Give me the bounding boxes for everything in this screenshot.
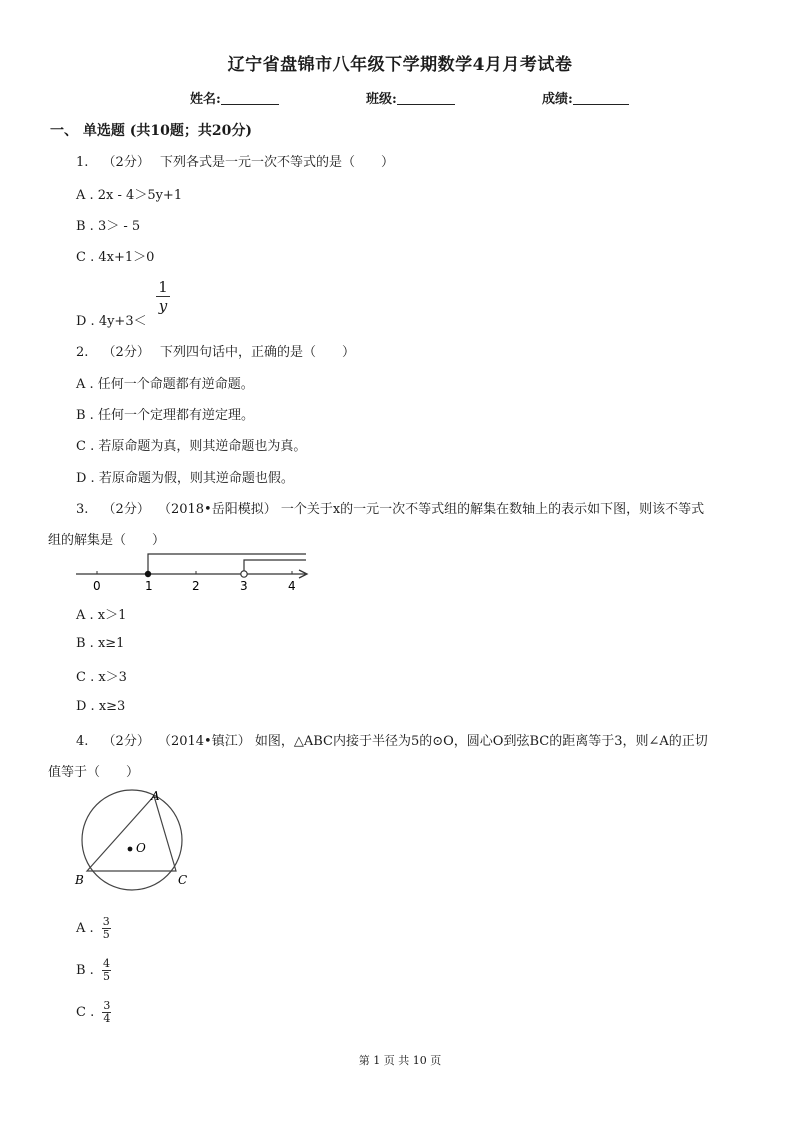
center-point <box>128 847 133 852</box>
score-field <box>542 88 629 107</box>
q3-option-c[interactable]: C . x＞3 <box>76 670 127 685</box>
fraction-numerator: 3 <box>103 999 111 1012</box>
question-number: 3. <box>76 502 89 517</box>
section-heading: 一、 单选题 (共10题；共20分) <box>50 123 252 139</box>
option-fraction <box>102 916 111 941</box>
class-label: 班级: <box>366 92 397 107</box>
question-score: （2分） <box>102 502 150 517</box>
solid-point-1 <box>145 571 151 577</box>
q2-option-d[interactable]: D . 若原命题为假，则其逆命题也假。 <box>76 471 294 486</box>
q1-option-b[interactable]: B . 3＞ - 5 <box>76 219 141 234</box>
question-3 <box>76 498 704 517</box>
label-b: B <box>75 873 84 887</box>
question-score: （2分） <box>102 734 150 749</box>
q3-option-d[interactable]: D . x≥3 <box>76 699 126 714</box>
label-o: O <box>136 841 146 855</box>
number-line-figure <box>70 548 320 596</box>
axis-label-2: 2 <box>192 579 200 593</box>
question-text-line2: 组的解集是（ ） <box>48 533 166 548</box>
hollow-point-3 <box>241 571 247 577</box>
q4-option-c[interactable] <box>76 1000 111 1025</box>
axis-label-4: 4 <box>288 579 296 593</box>
score-label: 成绩: <box>542 92 573 107</box>
q4-option-a[interactable] <box>76 916 111 941</box>
q2-option-a[interactable]: A . 任何一个命题都有逆命题。 <box>76 377 254 392</box>
option-text: D . 4y+3＜ <box>76 314 147 329</box>
option-fraction <box>102 958 111 983</box>
name-blank[interactable] <box>221 91 279 105</box>
page-title: 辽宁省盘锦市八年级下学期数学4月月考试卷 <box>227 55 573 75</box>
question-score: （2分） <box>102 345 150 360</box>
option-prefix: C . <box>76 1005 95 1020</box>
q1-option-a[interactable]: A . 2x - 4＞5y+1 <box>76 188 183 203</box>
class-field <box>366 88 455 107</box>
axis-label-1: 1 <box>145 579 153 593</box>
q3-option-b[interactable]: B . x≥1 <box>76 636 125 651</box>
label-a: A <box>151 789 160 803</box>
fraction-denominator: y <box>158 297 168 315</box>
option-prefix: A . <box>76 921 94 936</box>
axis-label-3: 3 <box>240 579 248 593</box>
question-number: 2. <box>76 345 89 360</box>
question-score: （2分） <box>102 155 150 170</box>
triangle-abc <box>87 796 176 871</box>
label-c: C <box>178 873 188 887</box>
question-text-line1: （2018•岳阳模拟） 一个关于x的一元一次不等式组的解集在数轴上的表示如下图，则该不等式 <box>157 502 705 517</box>
name-field <box>190 88 279 107</box>
fraction-numerator: 4 <box>102 957 110 970</box>
q2-option-b[interactable]: B . 任何一个定理都有逆定理。 <box>76 408 254 423</box>
circle-triangle-figure <box>70 788 200 894</box>
q2-option-c[interactable]: C . 若原命题为真，则其逆命题也为真。 <box>76 439 307 454</box>
q4-option-b[interactable] <box>76 958 111 983</box>
axis-label-0: 0 <box>93 579 101 593</box>
fraction-denominator: 4 <box>103 1012 111 1025</box>
name-label: 姓名: <box>190 92 221 107</box>
question-text-line2: 值等于（ ） <box>48 765 140 780</box>
q1-option-c[interactable]: C . 4x+1＞0 <box>76 250 155 265</box>
question-1 <box>76 151 394 170</box>
class-blank[interactable] <box>397 91 455 105</box>
q1-d-fraction <box>156 278 170 315</box>
question-4 <box>76 730 708 749</box>
fraction-numerator: 1 <box>156 278 170 297</box>
option-fraction <box>102 1000 111 1025</box>
fraction-denominator: 5 <box>102 928 110 941</box>
question-2 <box>76 341 355 360</box>
q3-option-a[interactable]: A . x＞1 <box>76 608 127 623</box>
fraction-numerator: 3 <box>102 915 110 928</box>
page-footer: 第 1 页 共 10 页 <box>358 1054 442 1067</box>
question-text: 下列四句话中，正确的是（ ） <box>159 345 355 360</box>
option-prefix: B . <box>76 963 94 978</box>
question-number: 1. <box>76 155 89 170</box>
solution-bracket-3 <box>244 560 306 574</box>
question-number: 4. <box>76 734 89 749</box>
solution-bracket-1 <box>148 554 306 574</box>
score-blank[interactable] <box>573 91 629 105</box>
fraction-denominator: 5 <box>102 970 110 983</box>
question-text-line1: （2014•镇江） 如图，△ABC内接于半径为5的⊙O，圆心O到弦BC的距离等于3，则∠A的正切 <box>157 734 708 749</box>
q1-option-d[interactable] <box>76 310 147 329</box>
question-text: 下列各式是一元一次不等式的是（ ） <box>159 155 394 170</box>
